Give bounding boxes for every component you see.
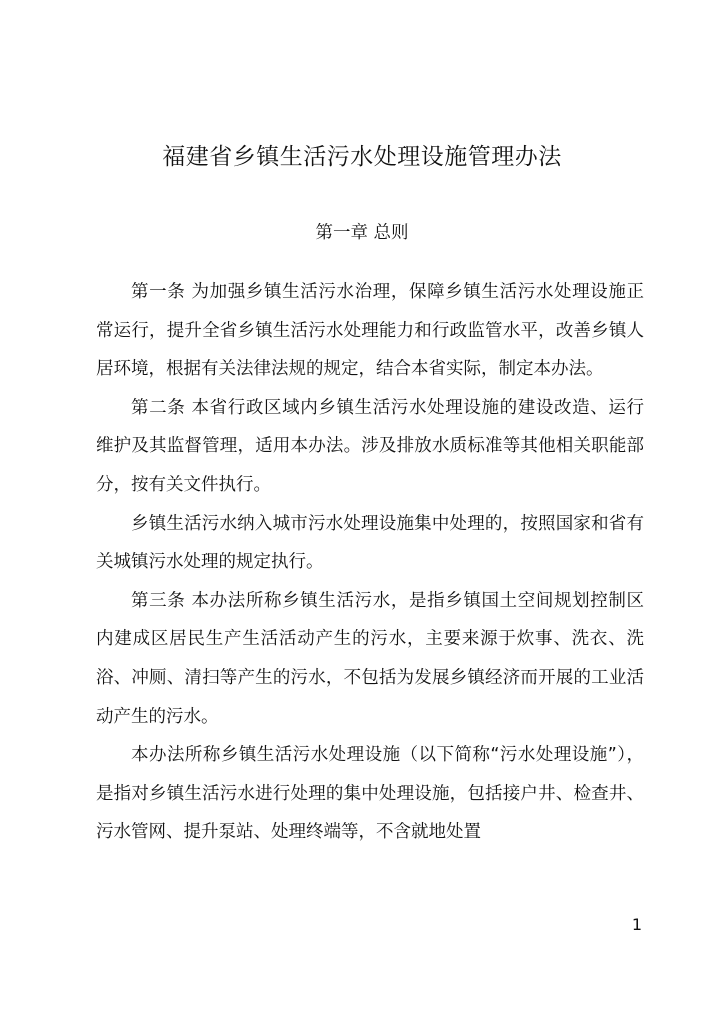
paragraph-article-3: 第三条 本办法所称乡镇生活污水，是指乡镇国土空间规划控制区内建成区居民生产生活活动产生的污水，主要来源于炊事、洗衣、洗浴、冲厕、清扫等产生的污水，不包括为发展乡镇经济而开展的工业活动产生的污水。 [96, 590, 644, 727]
paragraph-article-1: 第一条 为加强乡镇生活污水治理，保障乡镇生活污水处理设施正常运行，提升全省乡镇生活污水处理能力和行政监管水平，改善乡镇人居环境，根据有关法律法规的规定，结合本省实际，制定本办法。 [96, 282, 644, 380]
chapter-heading: 第一章 总则 [315, 223, 409, 243]
document-title: 福建省乡镇生活污水处理设施管理办法 [162, 144, 562, 170]
page-number: 1 [631, 915, 642, 934]
paragraph-article-2: 第二条 本省行政区域内乡镇生活污水处理设施的建设改造、运行维护及其监督管理，适用本办法。涉及排放水质标准等其他相关职能部分，按有关文件执行。 [96, 397, 644, 495]
paragraph-article-3-cont: 本办法所称乡镇生活污水处理设施（以下简称“污水处理设施”），是指对乡镇生活污水进行处理的集中处理设施，包括接户井、检查井、污水管网、提升泵站、处理终端等，不含就地处置 [96, 745, 644, 843]
paragraph-article-2-cont: 乡镇生活污水纳入城市污水处理设施集中处理的，按照国家和省有关城镇污水处理的规定执行。 [96, 513, 644, 573]
document-body [96, 273, 644, 852]
